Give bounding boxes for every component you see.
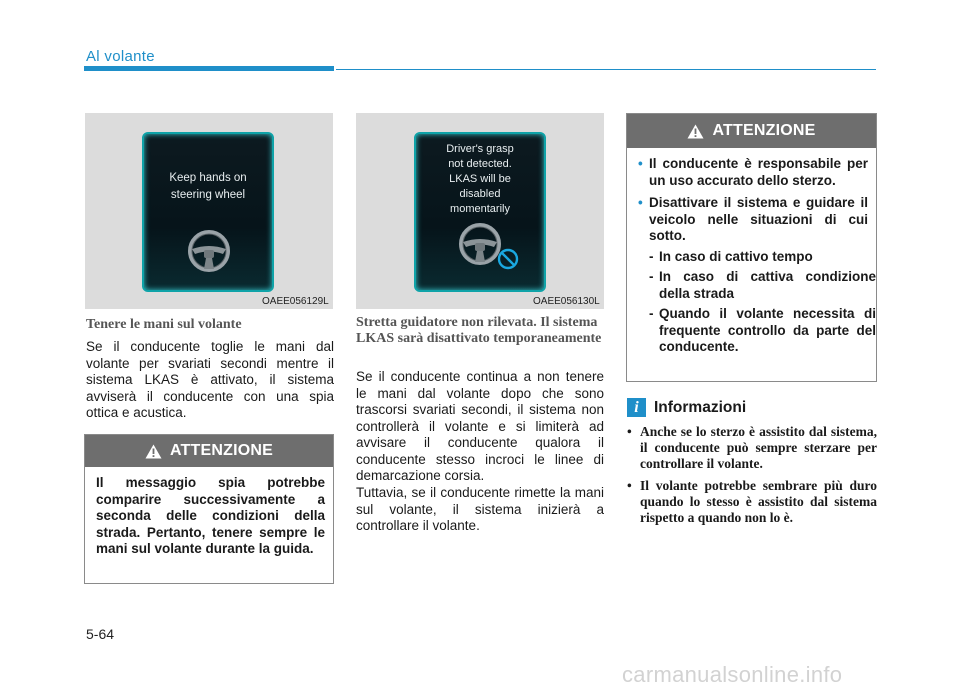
warning-sub-item: - In caso di cattiva condizione della strada <box>649 269 876 301</box>
body-paragraph: Tuttavia, se il conducente rimette la mani sul volante, il sistema inizierà a controllare il volante. <box>356 485 604 533</box>
screen-message-line: Keep hands on steering wheel <box>169 172 247 201</box>
info-bullet: • Anche se lo sterzo è assistito dal sistema, il conducente può sempre sterzare per controllare il volante. <box>627 424 877 471</box>
warning-bullet: • Il conducente è responsabile per un uso accurato dello sterzo. <box>638 156 868 188</box>
header-rule-thick <box>84 66 334 71</box>
warning-list <box>627 148 876 245</box>
info-title: Informazioni <box>654 398 747 416</box>
screen-message <box>416 142 544 217</box>
warning-bullet: • Disattivare il sistema e guidare il veicolo nelle situazioni di cui sotto. <box>638 195 868 243</box>
body-paragraph: Se il conducente toglie le mani dal volante per svariati secondi mentre il sistema LKAS è attivato, il sistema avviserà il conducente con una spia ottica e acustica. <box>86 339 334 420</box>
page-number: 5-64 <box>86 626 115 642</box>
info-bullet: • Il volante potrebbe sembrare più duro quando lo stesso è assistito dal sistema rispetto a quando non lo è. <box>627 478 877 525</box>
subheading: Tenere le mani sul volante <box>86 317 242 332</box>
screen-message-line: Driver's grasp not detected. LKAS will be disabled momentarily <box>446 143 514 215</box>
info-header <box>627 398 746 417</box>
figure-code: OAEE056129L <box>262 296 329 307</box>
warning-box <box>84 434 334 584</box>
bullet-icon: • <box>638 156 643 171</box>
warning-sub-item: - Quando il volante necessita di frequente controllo da parte del conducente. <box>649 306 876 354</box>
warning-text: Il messaggio spia potrebbe comparire successivamente a seconda delle condizioni della strada. Pertanto, tenere sempre le mani sul volante durante la guida. <box>96 475 325 556</box>
warning-triangle-icon <box>145 444 162 459</box>
bullet-icon: • <box>638 195 643 210</box>
watermark: carmanualsonline.info <box>622 662 843 687</box>
screen-message <box>144 170 272 204</box>
section-title: Al volante <box>86 48 155 65</box>
info-icon: i <box>627 398 646 417</box>
subheading: Stretta guidatore non rilevata. Il sistema LKAS sarà disattivato temporaneamente <box>356 315 602 346</box>
figure-keep-hands <box>85 113 333 309</box>
prohibited-icon <box>496 247 520 271</box>
body-paragraph: Se il conducente continua a non tenere le mani dal volante dopo che sono trascorsi svariati secondi, il sistema non controllerà il volante e si limiterà ad avvisare il conducente qualora il conducente stesso incroci le linee di demarcazione corsia. <box>356 369 604 483</box>
warning-sub-item: - In caso di cattivo tempo <box>649 248 813 264</box>
info-list <box>627 424 877 532</box>
warning-sub-list <box>627 249 876 356</box>
header-rule-thin <box>336 69 876 70</box>
figure-code: OAEE056130L <box>533 296 600 307</box>
figure-grasp-not-detected <box>356 113 604 309</box>
cluster-screen <box>142 132 274 292</box>
warning-triangle-icon <box>687 124 704 139</box>
warning-header <box>85 435 333 467</box>
warning-box <box>626 113 877 382</box>
warning-header <box>627 114 876 148</box>
steering-wheel-icon <box>187 229 231 273</box>
cluster-screen <box>414 132 546 292</box>
warning-title: ATTENZIONE <box>712 122 816 139</box>
warning-title: ATTENZIONE <box>169 442 274 459</box>
